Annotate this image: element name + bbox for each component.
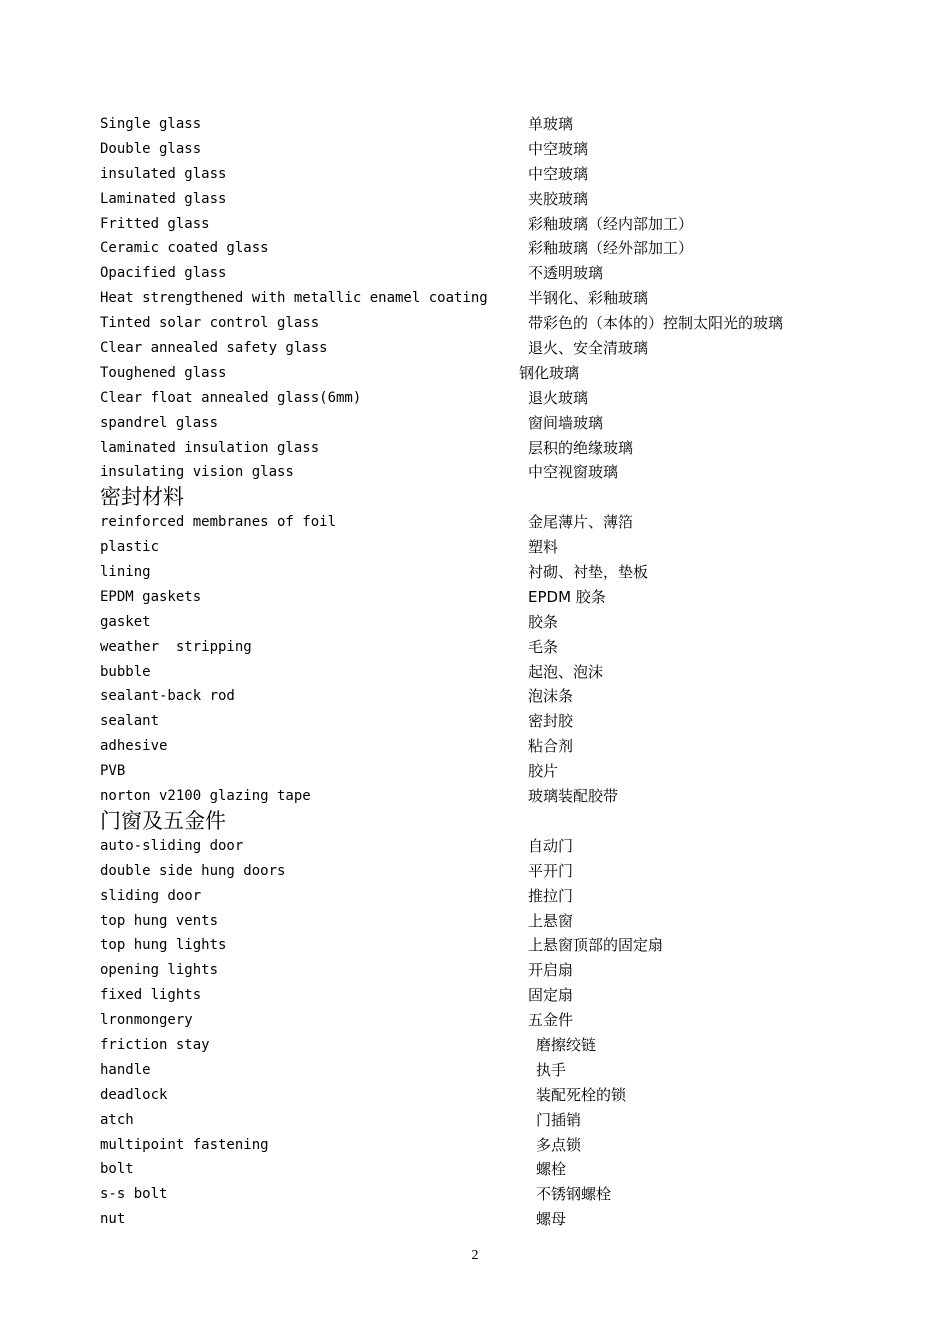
- english-term: Heat strengthened with metallic enamel coating: [100, 290, 488, 307]
- english-term: handle: [100, 1061, 151, 1078]
- chinese-term: 金尾薄片、薄箔: [528, 513, 634, 532]
- english-term: atch: [100, 1111, 134, 1128]
- chinese-term: 粘合剂: [528, 737, 574, 756]
- glossary-row: [100, 162, 900, 187]
- english-term: insulating vision glass: [100, 464, 294, 481]
- chinese-term: 钢化玻璃: [519, 363, 580, 382]
- section-heading-text: 门窗及五金件: [100, 808, 226, 833]
- glossary-row: [100, 909, 900, 934]
- glossary-row: [100, 635, 900, 660]
- glossary-row: [100, 859, 900, 884]
- english-term: bolt: [100, 1161, 134, 1178]
- glossary-row: [100, 958, 900, 983]
- chinese-term: 五金件: [528, 1011, 574, 1030]
- chinese-term: 泡沫条: [528, 687, 574, 706]
- english-term: sealant-back rod: [100, 688, 235, 705]
- chinese-term: 层积的绝缘玻璃: [528, 438, 634, 457]
- chinese-term: 执手: [536, 1060, 567, 1079]
- english-term: Toughened glass: [100, 364, 227, 381]
- glossary-row: [100, 585, 900, 610]
- chinese-term: 推拉门: [528, 886, 574, 905]
- english-term: insulated glass: [100, 165, 227, 182]
- glossary-row: [100, 436, 900, 461]
- chinese-term: 彩釉玻璃（经外部加工）: [528, 239, 694, 258]
- english-term: sealant: [100, 713, 160, 730]
- english-term: norton v2100 glazing tape: [100, 788, 311, 805]
- chinese-term: 磨擦绞链: [536, 1035, 597, 1054]
- chinese-term: 固定扇: [528, 986, 574, 1005]
- english-term: gasket: [100, 613, 151, 630]
- glossary-row: [100, 212, 900, 237]
- english-term: Clear float annealed glass(6mm): [100, 389, 362, 406]
- glossary-row: [100, 709, 900, 734]
- chinese-term: 毛条: [528, 637, 559, 656]
- section-heading: [100, 485, 900, 510]
- english-term: lining: [100, 564, 151, 581]
- glossary-row: [100, 386, 900, 411]
- english-term: double side hung doors: [100, 862, 286, 879]
- glossary-row: [100, 933, 900, 958]
- glossary-row: [100, 560, 900, 585]
- glossary-row: [100, 684, 900, 709]
- chinese-term: 塑料: [528, 538, 559, 557]
- chinese-term: 中空玻璃: [528, 139, 589, 158]
- glossary-page: [100, 112, 900, 1232]
- english-term: auto-sliding door: [100, 837, 244, 854]
- english-term: Clear annealed safety glass: [100, 340, 328, 357]
- chinese-term: 上悬窗: [528, 911, 574, 930]
- chinese-term: 退火、安全清玻璃: [528, 339, 649, 358]
- page-number: 2: [471, 1248, 479, 1263]
- chinese-term: 上悬窗顶部的固定扇: [528, 936, 664, 955]
- english-term: Single glass: [100, 116, 202, 132]
- english-term: multipoint fastening: [100, 1136, 269, 1153]
- english-term: Fritted glass: [100, 215, 210, 232]
- glossary-row: [100, 660, 900, 685]
- english-term: nut: [100, 1211, 126, 1228]
- chinese-term: 门插销: [536, 1110, 582, 1129]
- glossary-row: [100, 884, 900, 909]
- glossary-row: [100, 460, 900, 485]
- glossary-row: [100, 1058, 900, 1083]
- glossary-row: [100, 137, 900, 162]
- english-term: bubble: [100, 663, 151, 680]
- chinese-term: 中空视窗玻璃: [528, 463, 619, 482]
- chinese-term: 窗间墙玻璃: [528, 413, 604, 432]
- glossary-row: [100, 734, 900, 759]
- english-term: s-s bolt: [100, 1186, 168, 1203]
- english-term: top hung vents: [100, 912, 219, 929]
- glossary-row: [100, 1182, 900, 1207]
- chinese-term: 胶条: [528, 612, 559, 631]
- glossary-row: [100, 236, 900, 261]
- glossary-row: [100, 286, 900, 311]
- glossary-row: [100, 187, 900, 212]
- glossary-row: [100, 1008, 900, 1033]
- chinese-term: EPDM 胶条: [528, 587, 606, 606]
- chinese-term: 不透明玻璃: [528, 264, 604, 283]
- english-term: laminated insulation glass: [100, 439, 320, 456]
- chinese-term: 不锈钢螺栓: [536, 1185, 612, 1204]
- english-term: Double glass: [100, 140, 202, 157]
- chinese-term: 玻璃装配胶带: [528, 787, 619, 806]
- glossary-row: [100, 834, 900, 859]
- english-term: reinforced membranes of foil: [100, 514, 337, 531]
- glossary-row: [100, 411, 900, 436]
- english-term: deadlock: [100, 1086, 168, 1103]
- section-heading: [100, 809, 900, 834]
- chinese-term: 螺母: [536, 1210, 567, 1229]
- glossary-row: [100, 1033, 900, 1058]
- chinese-term: 夹胶玻璃: [528, 189, 589, 208]
- english-term: Laminated glass: [100, 190, 227, 207]
- glossary-row: [100, 112, 900, 137]
- glossary-row: [100, 983, 900, 1008]
- chinese-term: 起泡、泡沫: [528, 662, 604, 681]
- chinese-term: 衬砌、衬垫，垫板: [528, 563, 649, 582]
- glossary-row: [100, 311, 900, 336]
- glossary-row: [100, 361, 900, 386]
- english-term: spandrel glass: [100, 414, 219, 431]
- chinese-term: 自动门: [528, 836, 574, 855]
- english-term: Ceramic coated glass: [100, 240, 269, 257]
- chinese-term: 螺栓: [536, 1160, 567, 1179]
- english-term: lronmongery: [100, 1012, 193, 1029]
- chinese-term: 退火玻璃: [528, 388, 589, 407]
- chinese-term: 单玻璃: [528, 115, 574, 133]
- glossary-row: [100, 1133, 900, 1158]
- chinese-term: 开启扇: [528, 961, 574, 980]
- english-term: friction stay: [100, 1036, 210, 1053]
- glossary-row: [100, 1108, 900, 1133]
- chinese-term: 胶片: [528, 762, 559, 781]
- chinese-term: 密封胶: [528, 712, 574, 731]
- glossary-row: [100, 1083, 900, 1108]
- glossary-row: [100, 261, 900, 286]
- glossary-row: [100, 510, 900, 535]
- glossary-row: [100, 336, 900, 361]
- chinese-term: 装配死栓的锁: [536, 1085, 627, 1104]
- english-term: adhesive: [100, 738, 168, 755]
- english-term: sliding door: [100, 887, 202, 904]
- english-term: EPDM gaskets: [100, 588, 202, 605]
- glossary-row: [100, 1207, 900, 1232]
- english-term: Tinted solar control glass: [100, 315, 320, 332]
- glossary-row: [100, 759, 900, 784]
- chinese-term: 平开门: [528, 861, 574, 880]
- english-term: fixed lights: [100, 987, 202, 1004]
- english-term: top hung lights: [100, 937, 227, 954]
- english-term: PVB: [100, 763, 126, 780]
- english-term: Opacified glass: [100, 265, 227, 282]
- chinese-term: 半钢化、彩釉玻璃: [528, 289, 649, 308]
- chinese-term: 带彩色的（本体的）控制太阳光的玻璃: [528, 314, 784, 333]
- english-term: opening lights: [100, 962, 219, 979]
- chinese-term: 中空玻璃: [528, 164, 589, 183]
- glossary-row: [100, 1157, 900, 1182]
- section-heading-text: 密封材料: [100, 485, 184, 510]
- glossary-row: [100, 535, 900, 560]
- chinese-term: 彩釉玻璃（经内部加工）: [528, 214, 694, 233]
- chinese-term: 多点锁: [536, 1135, 582, 1154]
- glossary-row: [100, 784, 900, 809]
- glossary-row: [100, 610, 900, 635]
- english-term: weather stripping: [100, 638, 252, 655]
- english-term: plastic: [100, 539, 160, 556]
